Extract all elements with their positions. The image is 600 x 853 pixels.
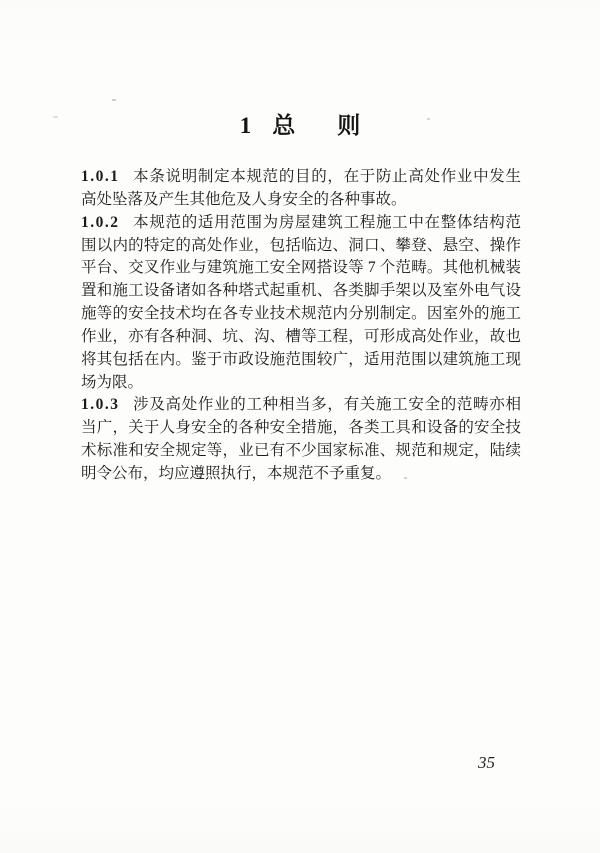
text-line: 施等的安全技术均在各专业技术规范内分别制定。因室外的施工 [81, 305, 521, 323]
clause-number: 1.0.3 [81, 396, 120, 414]
text-line: 高处坠落及产生其他危及人身安全的各种事故。 [81, 190, 407, 208]
text-line: 明令公布，均应遵照执行，本规范不予重复。 [81, 464, 392, 482]
chapter-title-char-2: 则 [337, 113, 361, 138]
text-line: 场为限。 [81, 373, 144, 391]
scan-speckle [427, 118, 430, 120]
chapter-title [0, 112, 600, 140]
chapter-number: 1 [239, 113, 252, 138]
text-line: 置和施工设备诸如各种塔式起重机、各类脚手架以及室外电气设 [81, 282, 521, 300]
clause-number: 1.0.2 [81, 213, 120, 231]
text-line: 当广，关于人身安全的各种安全措施，各类工具和设备的安全技 [81, 419, 521, 437]
text-line: 围以内的特定的高处作业，包括临边、洞口、攀登、悬空、操作 [81, 236, 521, 254]
text-body [81, 166, 521, 486]
text-line: 术标准和安全规定等，业已有不少国家标准、规范和规定，陆续 [81, 442, 521, 460]
text-line: 1.0.1 本条说明制定本规范的目的，在于防止高处作业中发生 [81, 168, 521, 185]
clause-number: 1.0.1 [81, 168, 120, 185]
text-line: 将其包括在内。鉴于市政设施范围较广，适用范围以建筑施工现 [81, 350, 521, 368]
page-number: 35 [478, 753, 495, 772]
scan-speckle [112, 99, 116, 101]
scan-speckle [53, 116, 58, 118]
text-line: 1.0.2 本规范的适用范围为房屋建筑工程施工中在整体结构范 [81, 213, 521, 231]
text-line: 作业，亦有各种洞、坑、沟、槽等工程，可形成高处作业，故也 [81, 327, 521, 345]
text-line: 1.0.3 涉及高处作业的工种相当多，有关施工安全的范畴亦相 [81, 396, 521, 414]
chapter-title-char-1: 总 [272, 113, 296, 138]
text-line: 平台、交叉作业与建筑施工安全网搭设等 7 个范畴。其他机械装 [81, 259, 521, 277]
scan-speckle [404, 477, 407, 479]
